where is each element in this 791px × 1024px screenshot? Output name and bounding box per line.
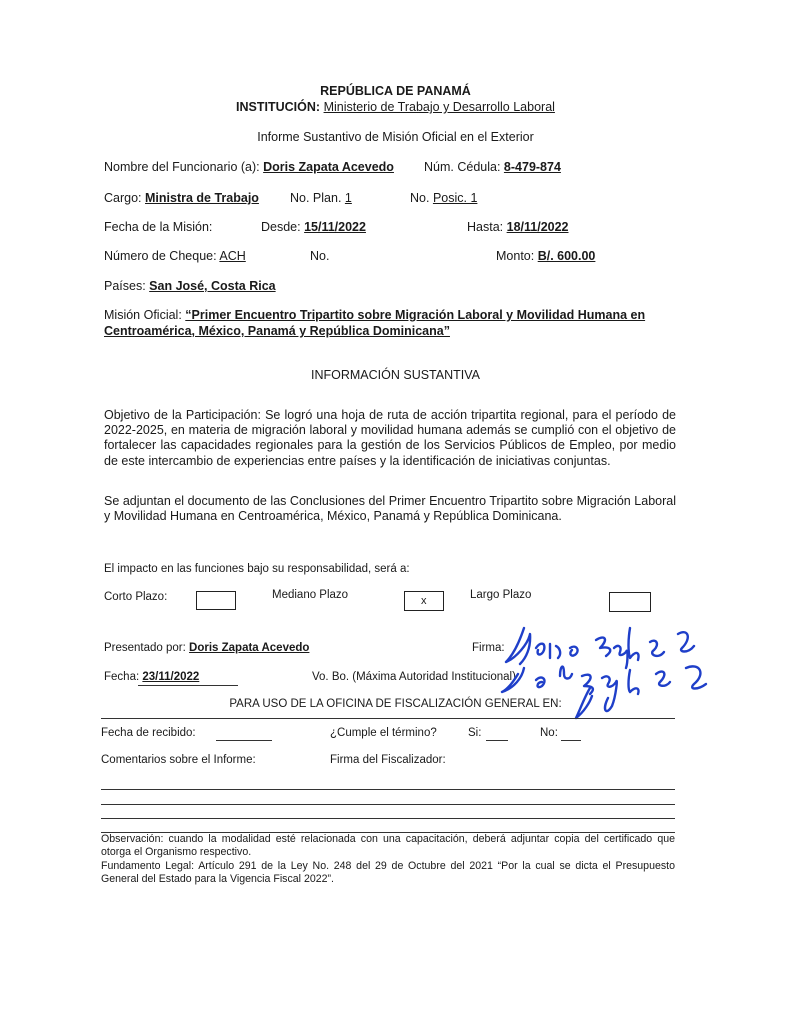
cedula-label: Núm. Cédula: bbox=[424, 160, 501, 174]
cedula-row bbox=[424, 160, 561, 174]
official-value: Doris Zapata Acevedo bbox=[263, 160, 394, 174]
posic-value: Posic. 1 bbox=[432, 191, 478, 205]
firma-label: Firma: bbox=[472, 642, 505, 654]
institution-value: Ministerio de Trabajo y Desarrollo Laboral bbox=[323, 100, 555, 114]
largo-label: Largo Plazo bbox=[470, 589, 532, 601]
comment-line-2[interactable] bbox=[101, 804, 675, 805]
attachment-paragraph: Se adjuntan el documento de las Conclusiones del Primer Encuentro Tripartito sobre Migración Laboral y Movilidad Humana en Centroamérica, México, Panamá y República Dominicana. bbox=[104, 494, 676, 524]
corto-label: Corto Plazo: bbox=[104, 591, 168, 603]
monto-value: B/. 600.00 bbox=[537, 249, 596, 263]
monto-label: Monto: bbox=[496, 249, 535, 263]
mediano-label: Mediano Plazo bbox=[272, 589, 349, 601]
fundamento-note: Fundamento Legal: Artículo 291 de la Ley No. 248 del 29 de Octubre del 2021 “Por la cual se dicta el Presupuesto General del Estado para la Vigencia Fiscal 2022”. bbox=[101, 860, 675, 886]
cargo-row bbox=[104, 191, 259, 205]
si-label: Si: bbox=[468, 727, 482, 739]
cedula-value: 8-479-874 bbox=[503, 160, 561, 174]
objective-text: Se logró una hoja de ruta de acción tripartita regional, para el período de 2022-2025, en materia de migración laboral y movilidad humana además se cumplió con el objetivo de fortalecer las capacidades regionales para la gestión de los Servicios Públicos de Empleo, por medio de este intercambio de experiencias entre países y la identificación de iniciativas conjuntas. bbox=[104, 408, 676, 468]
si-blank[interactable] bbox=[486, 740, 508, 741]
vobo-label: Vo. Bo. (Máxima Autoridad Institucional) bbox=[312, 671, 516, 683]
no-label: No. bbox=[310, 249, 330, 263]
cargo-label: Cargo: bbox=[104, 191, 142, 205]
institution-line bbox=[0, 100, 791, 114]
fecha-underline bbox=[138, 685, 238, 686]
institution-label: INSTITUCIÓN: bbox=[236, 100, 321, 114]
office-heading: PARA USO DE LA OFICINA DE FISCALIZACIÓN GENERAL EN: bbox=[229, 698, 562, 710]
firma-fiscalizador-label: Firma del Fiscalizador: bbox=[330, 754, 446, 766]
paises-label: Países: bbox=[104, 279, 146, 293]
corto-checkbox[interactable] bbox=[196, 591, 236, 610]
official-row bbox=[104, 160, 394, 174]
paises-value: San José, Costa Rica bbox=[149, 279, 276, 293]
mediano-mark: x bbox=[421, 595, 427, 607]
mediano-checkbox[interactable] bbox=[404, 591, 444, 611]
plan-value: 1 bbox=[344, 191, 352, 205]
cheque-value: ACH bbox=[219, 249, 246, 263]
fecha-row bbox=[104, 671, 199, 683]
posic-row bbox=[410, 191, 477, 205]
impact-question: El impacto en las funciones bajo su responsabilidad, será a: bbox=[104, 563, 410, 575]
objective-paragraph bbox=[104, 408, 676, 469]
mision-row bbox=[104, 308, 645, 322]
cheque-label: Número de Cheque: bbox=[104, 249, 217, 263]
largo-checkbox[interactable] bbox=[609, 592, 651, 612]
comentarios-label: Comentarios sobre el Informe: bbox=[101, 754, 256, 766]
cargo-value: Ministra de Trabajo bbox=[145, 191, 259, 205]
desde-value: 15/11/2022 bbox=[304, 220, 366, 234]
mision-line2: Centroamérica, México, Panamá y República Dominicana” bbox=[104, 324, 450, 338]
substantive-heading: INFORMACIÓN SUSTANTIVA bbox=[311, 368, 480, 382]
paises-row bbox=[104, 279, 276, 293]
no-blank[interactable] bbox=[561, 740, 581, 741]
no-office-label: No: bbox=[540, 727, 558, 739]
plan-row bbox=[290, 191, 352, 205]
observacion-note: Observación: cuando la modalidad esté relacionada con una capacitación, deberá adjuntar copia del certificado que otorga el Organismo respectivo. bbox=[101, 833, 675, 859]
desde-label: Desde: bbox=[261, 220, 301, 234]
official-label: Nombre del Funcionario (a): bbox=[104, 160, 260, 174]
mision-line1: “Primer Encuentro Tripartito sobre Migración Laboral y Movilidad Humana en bbox=[185, 308, 646, 322]
hasta-label: Hasta: bbox=[467, 220, 504, 234]
mision-label: Misión Oficial: bbox=[104, 308, 182, 322]
posic-label: No. bbox=[410, 191, 430, 205]
comment-line-3[interactable] bbox=[101, 818, 675, 819]
hasta-row bbox=[467, 220, 569, 234]
presentado-label: Presentado por: bbox=[104, 642, 186, 654]
hasta-value: 18/11/2022 bbox=[506, 220, 569, 234]
monto-row bbox=[496, 249, 595, 263]
recibido-label: Fecha de recibido: bbox=[101, 727, 196, 739]
office-divider bbox=[101, 718, 675, 719]
republic-title: REPÚBLICA DE PANAMÁ bbox=[320, 84, 471, 98]
recibido-blank[interactable] bbox=[216, 740, 272, 741]
comment-line-1[interactable] bbox=[101, 789, 675, 790]
report-title: Informe Sustantivo de Misión Oficial en el Exterior bbox=[257, 130, 534, 144]
presentado-row bbox=[104, 642, 309, 654]
plan-label: No. Plan. bbox=[290, 191, 342, 205]
desde-row bbox=[261, 220, 366, 234]
cumple-label: ¿Cumple el término? bbox=[330, 727, 437, 739]
fecha-label: Fecha: bbox=[104, 671, 140, 683]
fecha-mision-label: Fecha de la Misión: bbox=[104, 220, 213, 234]
cheque-row bbox=[104, 249, 246, 263]
objective-label: Objetivo de la Participación: bbox=[104, 408, 261, 422]
presentado-value: Doris Zapata Acevedo bbox=[189, 642, 310, 654]
fecha-value: 23/11/2022 bbox=[142, 671, 200, 683]
